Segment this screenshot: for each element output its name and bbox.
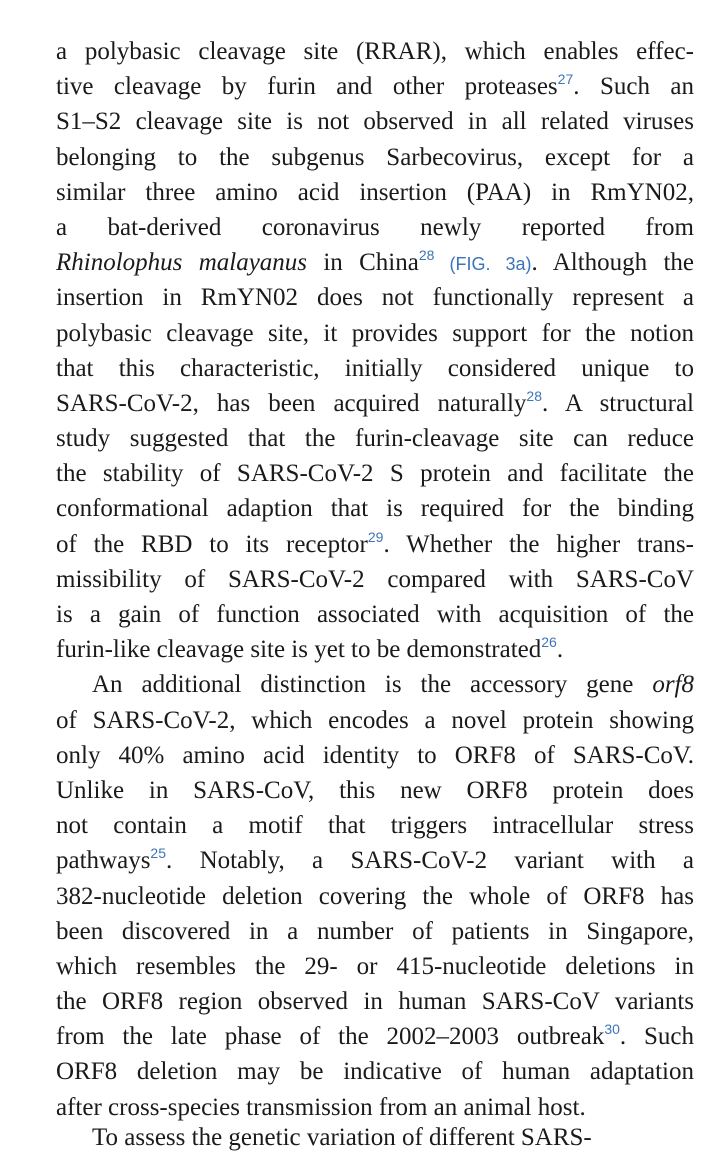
text-line: S1–S2 cleavage site is not observed in all related viruses: [56, 108, 694, 136]
text-line: [56, 527, 694, 562]
text-line: been discovered in a number of patients in Singapore,: [56, 917, 694, 945]
text-segment: An additional distinction is the accessory gene: [92, 671, 653, 699]
text-line: of SARS-CoV-2, which encodes a novel protein showing: [56, 706, 694, 734]
text-line: a bat-derived coronavirus newly reported from: [56, 213, 694, 241]
text-segment: of the RBD to its receptor: [56, 530, 368, 558]
reference-28[interactable]: 28: [418, 247, 435, 264]
text-segment: .: [556, 636, 564, 664]
reference-25[interactable]: 25: [150, 845, 166, 862]
text-segment: furin-like cleavage site is yet to be demonstrated: [56, 636, 542, 664]
text-line: insertion in RmYN02 does not functionally represent a: [56, 284, 694, 312]
text-segment: tive cleavage by furin and other proteases: [56, 73, 558, 101]
text-line: [56, 843, 694, 878]
text-line: not contain a motif that triggers intracellular stress: [56, 812, 694, 840]
text-line: [56, 386, 694, 421]
species-name: Rhinolophus malayanus: [56, 249, 308, 277]
text-line: only 40% amino acid identity to ORF8 of SARS-CoV.: [56, 741, 694, 769]
text-line: the stability of SARS-CoV-2 S protein and facilitate the: [56, 460, 694, 488]
text-segment: . Notably, a SARS-CoV-2 variant with a: [166, 847, 694, 875]
text-line: [56, 1019, 694, 1054]
gene-name: orf8: [652, 671, 694, 699]
text-segment: . A structural: [541, 389, 694, 417]
text-line: after cross-species transmission from an animal host.: [56, 1093, 586, 1121]
text-line: [56, 667, 694, 702]
text-line: polybasic cleavage site, it provides support for the notion: [56, 319, 694, 347]
text-segment: in China: [307, 249, 419, 277]
text-line: similar three amino acid insertion (PAA) in RmYN02,: [56, 178, 694, 206]
text-line: [56, 632, 694, 667]
text-segment: . Whether the higher trans-: [383, 530, 694, 558]
paragraph-3-partial-line: To assess the genetic variation of different SARS-: [92, 1124, 592, 1151]
reference-29[interactable]: 29: [367, 528, 384, 545]
text-line: which resembles the 29- or 415-nucleotide deletions in: [56, 952, 694, 980]
text-line: [56, 69, 694, 104]
text-line: the ORF8 region observed in human SARS-CoV variants: [56, 988, 694, 1016]
text-line: 382-nucleotide deletion covering the whole of ORF8 has: [56, 882, 694, 910]
text-line: a polybasic cleavage site (RRAR), which enables effec-: [56, 38, 694, 65]
text-line: [56, 245, 694, 280]
text-line: is a gain of function associated with acquisition of the: [56, 601, 694, 628]
text-segment: from the late phase of the 2002–2003 outbreak: [56, 1023, 605, 1051]
text-line: that this characteristic, initially considered unique to: [56, 354, 694, 382]
figure-reference[interactable]: (FIG. 3a): [434, 254, 532, 275]
text-line: Unlike in SARS-CoV, this new ORF8 protein does: [56, 776, 694, 804]
text-line: ORF8 deletion may be indicative of human adaptation: [56, 1058, 694, 1086]
reference-28[interactable]: 28: [526, 387, 542, 404]
text-segment: . Such: [619, 1023, 694, 1051]
reference-26[interactable]: 26: [541, 634, 557, 651]
text-segment: SARS-CoV-2, has been acquired naturally: [56, 389, 527, 417]
text-segment: . Although the: [531, 249, 695, 277]
text-line: conformational adaption that is required for the binding: [56, 495, 694, 523]
paragraph-2: [56, 667, 694, 1124]
text-line: missibility of SARS-CoV-2 compared with SARS-CoV: [56, 565, 694, 593]
text-segment: pathways: [56, 847, 151, 875]
text-segment: . Such an: [573, 73, 694, 101]
paragraph-1: [56, 34, 694, 667]
text-line: belonging to the subgenus Sarbecovirus, except for a: [56, 143, 694, 171]
reference-30[interactable]: 30: [604, 1021, 620, 1038]
article-body: [56, 34, 694, 1125]
text-line: study suggested that the furin-cleavage site can reduce: [56, 425, 694, 453]
reference-27[interactable]: 27: [557, 71, 574, 88]
